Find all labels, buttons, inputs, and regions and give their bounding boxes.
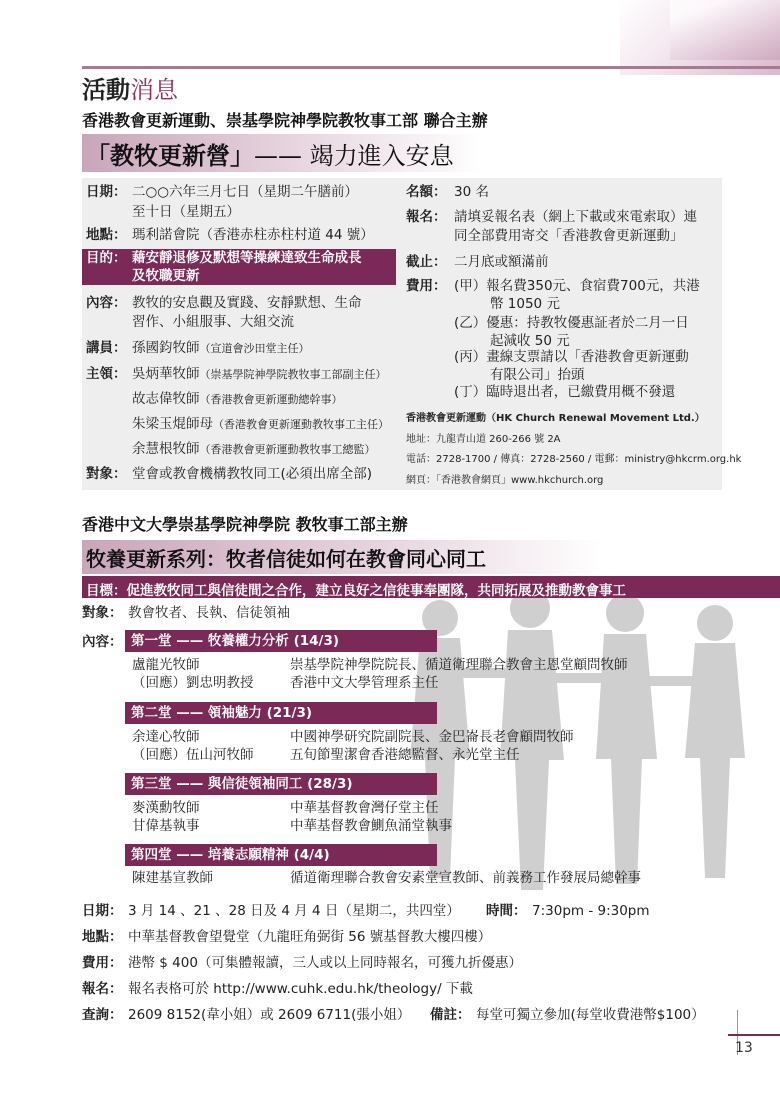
leader-item	[132, 440, 376, 459]
camp-deadline-label: 截止：	[406, 254, 447, 270]
camp-date-line-1: 二○○六年三月七日（星期二午膳前）	[132, 184, 359, 200]
series-target: 教會牧者、長執、信徒領袖	[128, 605, 290, 621]
contact-phone-email: 電話：2728-1700 / 傳真：2728-2560 / 電郵：ministry@hkcrm.org.hk	[406, 454, 742, 465]
series-time-label: 時間：	[486, 903, 527, 919]
camp-speaker-label: 講員：	[86, 340, 127, 356]
camp-content-label: 內容：	[86, 295, 127, 311]
camp-date-line-2: 至十日（星期五）	[132, 204, 240, 220]
page-number-rule	[728, 1034, 780, 1036]
leader-name: 余慧根牧師	[132, 441, 200, 457]
session-speaker-role: 中華基督教會灣仔堂主任	[290, 800, 439, 816]
camp-leader-label: 主領：	[86, 366, 127, 382]
camp-date-label: 日期：	[86, 184, 127, 200]
session-title: 第一堂 —— 牧養權力分析 (14/3)	[125, 630, 437, 652]
leader-name: 吳炳華牧師	[132, 366, 200, 382]
camp-quota: 30 名	[454, 184, 489, 200]
camp-speaker	[132, 339, 310, 358]
title-main: 活動	[82, 76, 130, 104]
series-signup: 報名表格可於 http://www.cuhk.edu.hk/theology/ 下載	[128, 981, 473, 997]
camp-signup-line-2: 同全部費用寄交「香港教會更新運動」	[454, 228, 684, 244]
leader-item	[132, 365, 387, 384]
page-title	[82, 70, 178, 105]
series-time: 7:30pm - 9:30pm	[532, 903, 650, 919]
camp-signup-line-1: 請填妥報名表（網上下載或來電索取）連	[454, 209, 697, 225]
session-speaker: 余達心牧師	[132, 729, 200, 745]
series-organizer: 香港中文大學崇基學院神學院 教牧事工部主辦	[82, 515, 408, 534]
page-number: 13	[735, 1040, 753, 1056]
session-title: 第二堂 —— 領袖魅力 (21/3)	[125, 702, 437, 724]
session-speaker-role: 中國神學研究院副院長、金巴崙長老會顧問牧師	[290, 729, 574, 745]
top-rule	[82, 66, 780, 69]
camp-content-line-1: 教牧的安息觀及實踐、安靜默想、生命	[132, 295, 362, 311]
session-speaker: 麥漢勳牧師	[132, 800, 200, 816]
session-speaker-role: 崇基學院神學院院長、循道衛理聯合教會主恩堂顧問牧師	[290, 657, 628, 673]
session-title: 第四堂 —— 培養志願精神 (4/4)	[125, 844, 437, 866]
purpose-label: 目的：	[86, 250, 127, 266]
title-accent: 消息	[130, 76, 178, 104]
session-speaker-role: 循道衛理聯合教會安素堂宣教師、前義務工作發展局總幹事	[290, 870, 641, 886]
camp-title	[86, 136, 454, 171]
series-remark-label: 備註：	[430, 1007, 471, 1023]
leader-note: （香港教會更新運動教牧事工總監）	[199, 443, 376, 456]
leader-name: 朱梁玉焜師母	[132, 416, 213, 432]
speaker-name: 孫國鈞牧師	[132, 340, 200, 356]
series-date: 3 月 14 、21 、28 日及 4 月 4 日（星期二，共四堂）	[128, 903, 460, 919]
session-title: 第三堂 —— 與信徒領袖同工 (28/3)	[125, 773, 437, 795]
leader-item	[132, 390, 343, 409]
fee-line: 幣 1050 元	[490, 296, 560, 312]
series-goal: 目標：促進教牧同工與信徒間之合作，建立良好之信徒事奉團隊，共同拓展及推動教會事工	[86, 583, 626, 599]
leader-name: 故志偉牧師	[132, 391, 200, 407]
leader-note: （香港教會更新運動教牧事工主任）	[213, 418, 389, 431]
series-enquiry-label: 查詢：	[82, 1007, 123, 1023]
speaker-note: （宣道會沙田堂主任）	[199, 342, 310, 355]
purpose-line-1: 藉安靜退修及默想等操練達致生命成長	[132, 250, 362, 266]
camp-quota-label: 名額：	[406, 184, 447, 200]
series-fee-label: 費用：	[82, 955, 123, 971]
purpose-line-2: 及牧職更新	[132, 268, 200, 284]
purpose-bar	[82, 249, 396, 285]
session-speaker: 盧龍光牧師	[132, 657, 200, 673]
session-speaker-role: 中華基督教會鰂魚涌堂執事	[290, 818, 452, 834]
fee-line: (丁）臨時退出者，已繳費用概不發還	[454, 384, 676, 400]
fee-line: (乙）優惠：持教牧優惠証者於二月一日	[454, 315, 689, 331]
camp-title-bold: 「教牧更新營」	[86, 142, 254, 170]
fee-line: 有限公司」抬頭	[490, 367, 585, 383]
camp-venue: 瑪利諾會院（香港赤柱赤柱村道 44 號）	[132, 227, 374, 243]
fee-line: (丙）畫線支票請以「香港教會更新運動	[454, 349, 689, 365]
camp-target-label: 對象：	[86, 466, 127, 482]
series-fee: 港幣 $ 400（可集體報讀，三人或以上同時報名，可獲九折優惠）	[128, 955, 522, 971]
camp-signup-label: 報名：	[406, 209, 447, 225]
series-venue: 中華基督教會望覺堂（九龍旺角弼街 56 號基督教大樓四樓）	[128, 929, 492, 945]
series-target-label: 對象：	[82, 605, 123, 621]
session-speaker: （回應）劉忠明教授	[132, 675, 254, 691]
series-enquiry: 2609 8152(韋小姐）或 2609 6711(張小姐）	[128, 1007, 411, 1023]
series-title: 牧養更新系列：牧者信徒如何在教會同心同工	[86, 547, 486, 571]
camp-venue-label: 地點：	[86, 227, 127, 243]
leader-note: （香港教會更新運動總幹事）	[199, 393, 343, 406]
series-date-label: 日期：	[82, 903, 123, 919]
fee-line: (甲）報名費350元、食宿費700元，共港	[454, 278, 700, 294]
contact-address: 地址：九龍青山道 260-266 號 2A	[406, 434, 561, 445]
session-speaker-role: 五旬節聖潔會香港總監督、永光堂主任	[290, 747, 520, 763]
camp-target: 堂會或教會機構教牧同工(必須出席全部)	[132, 466, 373, 482]
camp-content-line-2: 習作、小組服事、大組交流	[132, 314, 294, 330]
leader-item	[132, 415, 389, 434]
corner-decoration-overlay	[670, 0, 780, 60]
series-content-label: 內容：	[82, 634, 123, 650]
camp-organizer: 香港教會更新運動、崇基學院神學院教牧事工部 聯合主辦	[82, 111, 488, 130]
series-remark: 每堂可獨立參加(每堂收費港幣$100）	[476, 1007, 705, 1023]
camp-deadline: 二月底或額滿前	[454, 254, 549, 270]
session-speaker: 甘偉基執事	[132, 818, 200, 834]
camp-fee-label: 費用：	[406, 278, 447, 294]
fee-line: 起減收 50 元	[490, 333, 570, 349]
camp-title-rest: —— 竭力進入安息	[254, 142, 454, 170]
contact-website: 網頁：「香港教會網頁」www.hkchurch.org	[406, 475, 604, 486]
contact-org: 香港教會更新運動（HK Church Renewal Movement Ltd.）	[406, 413, 705, 424]
leader-note: （崇基學院神學院教牧事工部副主任）	[199, 368, 387, 381]
session-speaker: 陳建基宣教師	[132, 870, 213, 886]
session-speaker-role: 香港中文大學管理系主任	[290, 675, 439, 691]
series-venue-label: 地點：	[82, 929, 123, 945]
series-signup-label: 報名：	[82, 981, 123, 997]
session-speaker: （回應）伍山河牧師	[132, 747, 254, 763]
